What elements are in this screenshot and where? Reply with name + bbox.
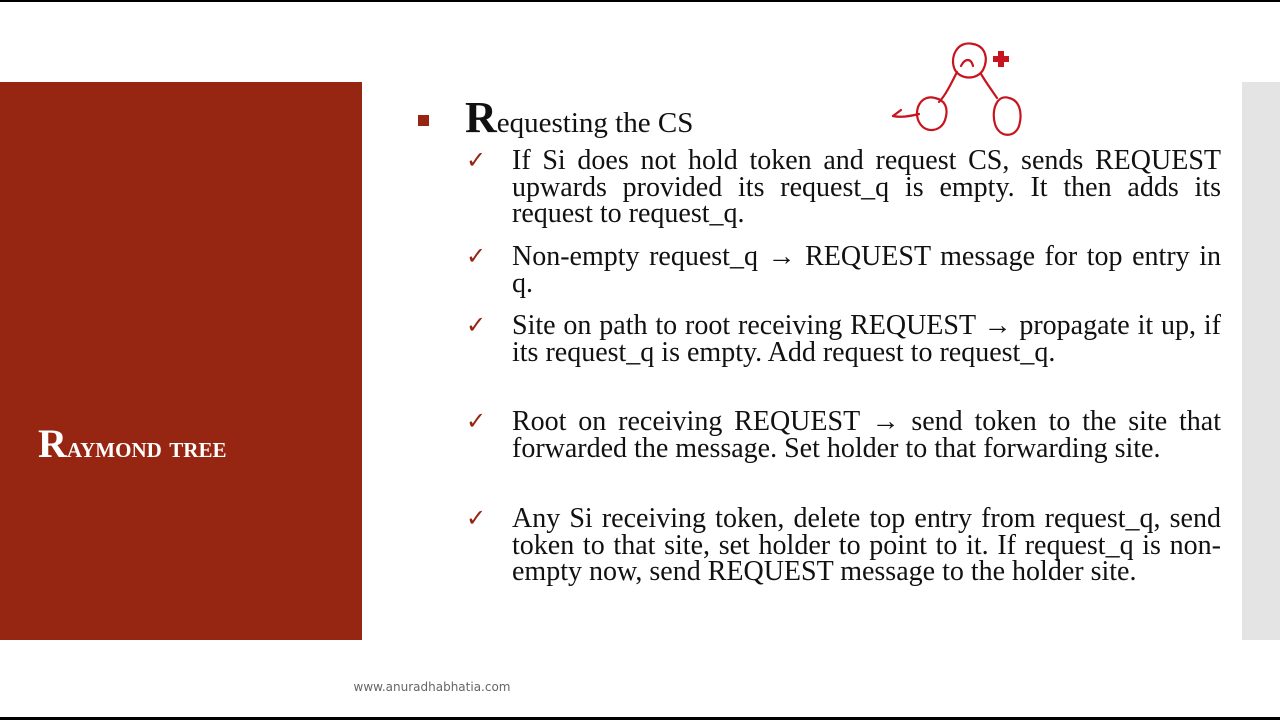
checkmark-icon: ✓ bbox=[466, 242, 487, 270]
checkmark-icon: ✓ bbox=[466, 504, 487, 532]
slide-title: Raymond tree bbox=[38, 421, 227, 466]
footer-url: www.anuradhabhatia.com bbox=[353, 680, 511, 694]
square-bullet-icon bbox=[418, 115, 429, 126]
top-border bbox=[0, 0, 1280, 2]
bullet-text: Site on path to root receiving REQUEST → propagate it up, if its request_q is empty. Add request to request_q. bbox=[512, 310, 1221, 368]
checkmark-icon: ✓ bbox=[466, 146, 487, 174]
bullet-text: Root on receiving REQUEST → send token to the site that forwarded the message. Set holder to that forwarding site. bbox=[512, 406, 1221, 464]
hand-drawn-tree-sketch bbox=[885, 36, 1035, 146]
checkmark-icon: ✓ bbox=[466, 311, 487, 339]
section-heading bbox=[418, 92, 693, 143]
title-panel bbox=[0, 82, 362, 640]
heading-text: Requesting the CS bbox=[465, 93, 694, 142]
bullet-text: Any Si receiving token, delete top entry from request_q, send token to that site, set holder to point to it. If request_q is non-empty now, send REQUEST message to the holder site. bbox=[512, 503, 1221, 587]
checkmark-icon: ✓ bbox=[466, 407, 487, 435]
bullet-text: Non-empty request_q → REQUEST message for top entry in q. bbox=[512, 241, 1221, 299]
bullet-text: If Si does not hold token and request CS, sends REQUEST upwards provided its request_q is empty. It then adds its request to request_q. bbox=[512, 145, 1221, 229]
right-side-strip bbox=[1242, 82, 1280, 640]
